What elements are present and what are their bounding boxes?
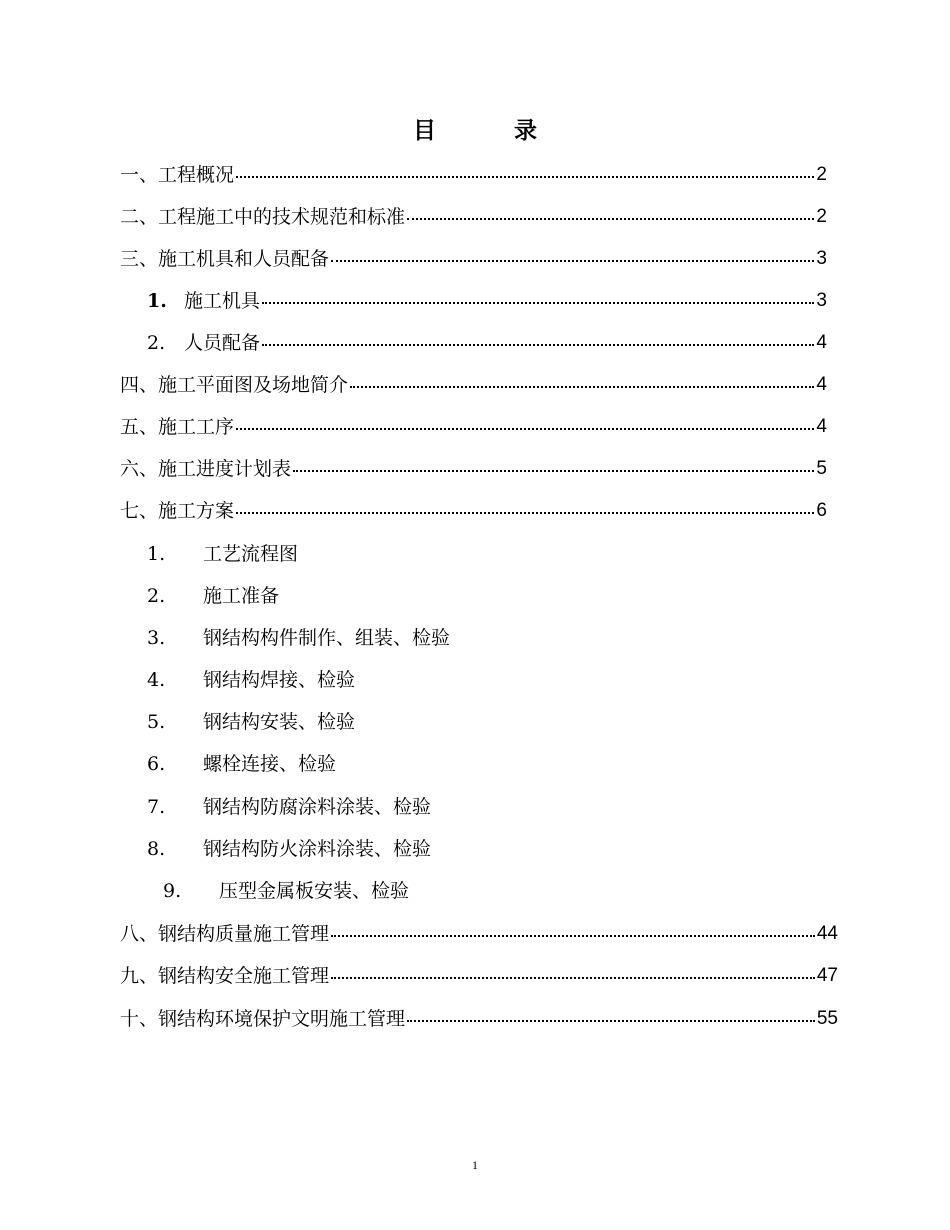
toc-title [0, 112, 950, 145]
leader-dots [262, 286, 814, 304]
leader-dots [236, 496, 814, 514]
toc-entry[interactable] [147, 286, 827, 316]
toc-entry[interactable] [147, 328, 827, 358]
leader-dots [262, 328, 814, 346]
toc-entry-page: 4 [816, 374, 827, 395]
toc-entry[interactable] [120, 919, 838, 949]
toc-subitem-label: 钢结构安装、检验 [203, 711, 356, 733]
toc-subitem-label: 施工准备 [203, 585, 280, 607]
toc-subitem-label: 钢结构防火涂料涂装、检验 [203, 838, 432, 860]
toc-subitem[interactable] [147, 581, 279, 611]
toc-subitem-label: 钢结构构件制作、组装、检验 [203, 627, 451, 649]
leader-dots [407, 202, 814, 220]
toc-entry-label: 八、钢结构质量施工管理 [120, 923, 330, 945]
toc-entry-text: 人员配备 [184, 332, 261, 354]
toc-entry-number: 1. [147, 290, 167, 312]
toc-subitem-number: 3. [147, 627, 166, 649]
toc-entry[interactable] [120, 244, 827, 274]
leader-dots [407, 1004, 815, 1022]
toc-entry[interactable] [120, 412, 827, 442]
toc-entry-page: 6 [816, 500, 827, 521]
toc-entry-label: 六、施工进度计划表 [120, 458, 292, 480]
toc-subitem[interactable] [147, 749, 336, 779]
toc-entry-page: 47 [816, 965, 838, 986]
toc-subitem-number: 7. [147, 796, 166, 818]
toc-entry[interactable] [120, 160, 827, 190]
toc-entry-page: 55 [816, 1008, 838, 1029]
toc-subitem-number: 2. [147, 585, 166, 607]
toc-subitem-number: 6. [147, 753, 166, 775]
toc-subitem-label: 钢结构焊接、检验 [203, 669, 356, 691]
toc-entry-page: 3 [816, 248, 827, 269]
toc-entry-label: 七、施工方案 [120, 500, 235, 522]
toc-subitem-number: 8. [147, 838, 166, 860]
toc-subitem-label: 螺栓连接、检验 [203, 753, 337, 775]
toc-entry-text: 施工机具 [184, 290, 261, 312]
leader-dots [236, 412, 814, 430]
toc-entry-label: 三、施工机具和人员配备 [120, 248, 330, 270]
toc-subitem-number: 1. [147, 543, 166, 565]
toc-entry-label: 五、施工工序 [120, 416, 235, 438]
title-char-1: 目 [413, 118, 436, 144]
leader-dots [331, 919, 815, 937]
toc-entry-number: 2. [147, 332, 166, 354]
toc-subitem-number: 4. [147, 669, 166, 691]
leader-dots [236, 160, 814, 178]
toc-entry[interactable] [120, 202, 827, 232]
toc-entry-label: 一、工程概况 [120, 164, 235, 186]
toc-subitem[interactable] [147, 834, 431, 864]
toc-entry-page: 44 [816, 923, 838, 944]
toc-subitem-label: 钢结构防腐涂料涂装、检验 [203, 796, 432, 818]
toc-subitem-number: 5. [147, 711, 166, 733]
leader-dots [293, 454, 814, 472]
page-number: 1 [472, 1158, 478, 1172]
toc-entry-page: 4 [816, 416, 827, 437]
toc-entry[interactable] [120, 496, 827, 526]
toc-entry-page: 2 [816, 206, 827, 227]
toc-subitem-label: 工艺流程图 [203, 543, 299, 565]
toc-subitem[interactable] [147, 539, 298, 569]
toc-subitem[interactable] [147, 665, 355, 695]
toc-entry-page: 4 [816, 332, 827, 353]
toc-entry-page: 5 [816, 458, 827, 479]
toc-subitem-number: 9. [163, 880, 182, 902]
leader-dots [331, 961, 815, 979]
toc-subitem[interactable] [163, 876, 409, 906]
title-char-2: 录 [514, 118, 537, 144]
toc-subitem[interactable] [147, 707, 355, 737]
toc-entry[interactable] [120, 1004, 838, 1034]
toc-entry[interactable] [120, 454, 827, 484]
toc-entry-label: 四、施工平面图及场地简介 [120, 374, 349, 396]
toc-entry[interactable] [120, 370, 827, 400]
toc-entry[interactable] [120, 961, 838, 991]
toc-entry-page: 2 [816, 164, 827, 185]
leader-dots [350, 370, 814, 388]
toc-entry-label: 二、工程施工中的技术规范和标准 [120, 206, 406, 228]
toc-entry-page: 3 [816, 290, 827, 311]
toc-subitem[interactable] [147, 623, 450, 653]
leader-dots [331, 244, 814, 262]
toc-subitem-label: 压型金属板安装、检验 [219, 880, 410, 902]
toc-entry-label [147, 286, 260, 316]
toc-entry-label [147, 328, 260, 358]
toc-subitem[interactable] [147, 792, 431, 822]
toc-entry-label: 十、钢结构环境保护文明施工管理 [120, 1008, 406, 1030]
toc-entry-label: 九、钢结构安全施工管理 [120, 965, 330, 987]
